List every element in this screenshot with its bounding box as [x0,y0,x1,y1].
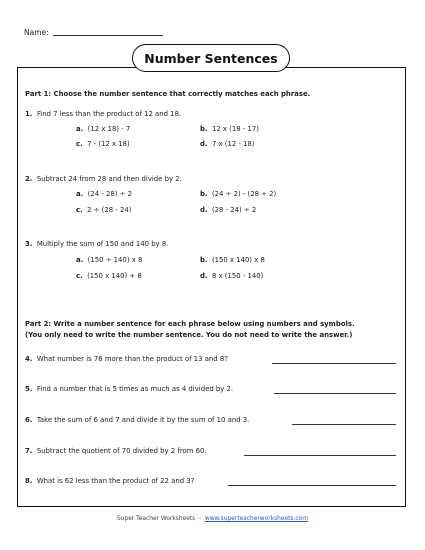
part2-heading-line2: (You only need to write the number sentence. You do not need to write the answer.) [25,331,353,339]
name-field [24,28,163,37]
option-2d[interactable]: d. (28 - 24) ÷ 2 [200,206,257,214]
question-7: 7. Subtract the quotient of 70 divided by 2 from 60. [25,447,207,455]
name-label: Name: [24,28,49,37]
question-text: Find 7 less than the product of 12 and 18. [36,110,182,118]
answer-line-5[interactable] [274,393,396,394]
option-2b[interactable]: b. (24 ÷ 2) - (28 ÷ 2) [200,190,277,198]
question-number: 2. [25,175,33,183]
option-1b[interactable]: b. 12 x (18 - 17) [200,125,259,133]
question-number: 3. [25,240,33,248]
footer [0,516,425,522]
option-3d[interactable]: d. 8 x (150 - 140) [200,272,264,280]
question-5: 5. Find a number that is 5 times as much as 4 divided by 2. [25,385,234,393]
option-2c[interactable]: c. 2 ÷ (28 - 24) [76,206,132,214]
question-2 [25,175,182,183]
part2-heading-line1: Part 2: Write a number sentence for each phrase below using numbers and symbols. [25,320,355,328]
worksheet-frame [17,67,406,507]
title-text: Number Sentences [144,50,278,66]
footer-link[interactable]: www.superteacherworksheets.com [204,516,308,522]
question-4: 4. What number is 76 more than the product of 13 and 8? [25,355,228,363]
answer-line-7[interactable] [244,455,396,456]
question-number: 1. [25,110,33,118]
option-1a[interactable]: a. (12 x 18) - 7 [76,125,131,133]
question-text: Subtract 24 from 28 and then divide by 2. [36,175,182,183]
option-3c[interactable]: c. (150 x 140) + 8 [76,272,142,280]
option-1d[interactable]: d. 7 x (12 - 18) [200,140,255,148]
question-1 [25,110,181,118]
page-title [132,44,290,72]
question-6: 6. Take the sum of 6 and 7 and divide it by the sum of 10 and 3. [25,416,250,424]
answer-line-8[interactable] [228,485,396,486]
answer-line-6[interactable] [292,424,396,425]
answer-line-4[interactable] [272,363,396,364]
option-3a[interactable]: a. (150 ÷ 140) x 8 [76,256,143,264]
name-line[interactable] [53,28,163,36]
option-1c[interactable]: c. 7 - (12 x 18) [76,140,130,148]
question-3 [25,240,168,248]
question-text: Multiply the sum of 150 and 140 by 8. [36,240,169,248]
question-8: 8. What is 62 less than the product of 22 and 3? [25,477,195,485]
part1-heading: Part 1: Choose the number sentence that correctly matches each phrase. [25,90,311,98]
option-2a[interactable]: a. (24 - 28) ÷ 2 [76,190,132,198]
footer-brand: Super Teacher Worksheets [117,516,196,522]
option-3b[interactable]: b. (150 x 140) x 8 [200,256,265,264]
footer-separator: - [198,516,202,522]
